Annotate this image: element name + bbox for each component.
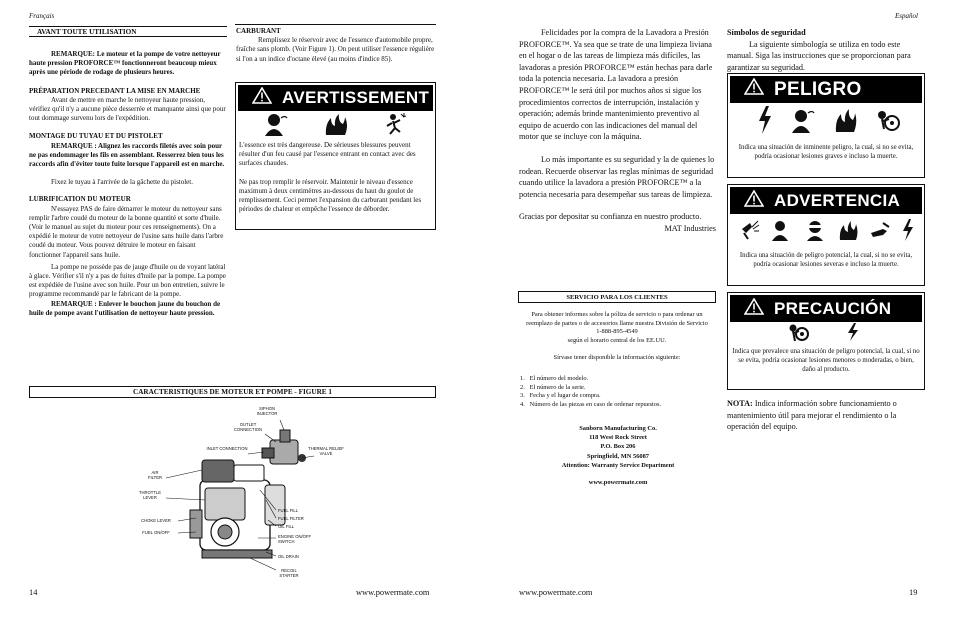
info-item: 2. El número de la serie. (520, 383, 586, 391)
avertissement-text (239, 141, 432, 214)
peligro-box (727, 73, 925, 178)
advertencia-label: ADVERTENCIA (774, 190, 901, 210)
montage-heading: MONTAGE DU TUYAU ET DU PISTOLET (29, 132, 163, 141)
electric-shock-icon (847, 322, 859, 347)
inhalation-hazard-icon (263, 112, 289, 141)
page-number-left: 14 (29, 588, 38, 597)
lubrification-text-1: N'essayez PAS de faire démarrer le moteur du nettoyeur sans remplir l'arbre coudé du moteur de la bonne quantité et sorte d'huile. (Voir le manuel au sujet du moteur pour ces renseignements). On a expédié le moteur de votre nettoyeur de l'usine sans huile dans l'arbre coudé du moteur. Vous pouvez détruire le moteur en faisant fonctionner l'appareil sans huile. (29, 204, 224, 259)
signature: MAT Industries (664, 223, 716, 233)
info-item: 1. El número del modelo. (520, 375, 589, 382)
avertissement-banner (238, 85, 433, 111)
peligro-icons (748, 105, 908, 139)
servicio-heading: SERVICIO PARA LOS CLIENTES (518, 291, 716, 303)
warning-triangle-icon (252, 87, 272, 109)
fire-hazard-icon (833, 107, 857, 138)
warning-triangle-icon (744, 190, 764, 212)
label-fuel-onoff: FUEL ON/OFF (142, 530, 170, 535)
label-inlet-connection: INLET CONNECTION (206, 446, 248, 451)
inhalation-hazard-icon (771, 219, 793, 246)
intro-paragraph-3: Gracias por depositar su confianza en nuestro producto. (519, 212, 702, 222)
servicio-hours: según el horario central de los EE.UU. (567, 336, 667, 344)
precaucion-banner (730, 295, 922, 322)
page-language-left: Français (29, 12, 55, 20)
label-thermal-relief-valve: THERMAL RELIEF VALVE (308, 446, 344, 456)
servicio-phone[interactable]: 1-888-895-4549 (596, 328, 638, 336)
fixez-text: Fixez le tuyau à l'arrivée de la gâchette du pistolet. (51, 178, 193, 187)
inhalation-hazard-icon (790, 107, 816, 138)
advertencia-icons (734, 217, 920, 247)
prep-heading: PRÉPARATION PRECEDANT LA MISE EN MARCHE (29, 86, 201, 95)
simbolos-heading: Símbolos de seguridad (727, 28, 806, 37)
hand-injury-icon (869, 219, 891, 246)
page-language-right: Español (895, 12, 918, 20)
address-line: Springfield, MN 56087 (587, 452, 649, 460)
electric-shock-icon (902, 218, 914, 247)
remarque-bouchon: REMARQUE : Enlever le bouchon jaune du bouchon de huile de pompe avant l'utilisation de nettoyeur haute pression. (29, 299, 221, 317)
servicio-url[interactable]: www.powermate.com (588, 479, 648, 487)
precaucion-icons (768, 323, 878, 345)
label-choke-lever: CHOKE LEVER (141, 518, 171, 523)
prep-text: Avant de mettre en marche le nettoyeur haute pression, vérifiez qu'il n'y a aucune pièce desserrée et manquante ainsi que pour tout dommage survenu lors de l'expédition. (29, 95, 226, 123)
footer-url-right[interactable]: www.powermate.com (519, 588, 593, 597)
intro-text (519, 27, 716, 235)
label-throttle-lever: THROTTLE LEVER (138, 490, 162, 500)
engine-pump-figure (130, 400, 344, 585)
info-item: 4. Número de las piezas en caso de ordenar repuestos. (520, 400, 662, 408)
page-number-right: 19 (909, 588, 918, 597)
peligro-label: PELIGRO (774, 78, 862, 100)
avertissement-box (235, 82, 436, 230)
info-intro: Sírvase tener disponible la información siguiente: (553, 354, 681, 362)
address-block (520, 424, 716, 487)
peligro-banner (730, 76, 922, 103)
section-heading-avant: AVANT TOUTE UTILISATION (29, 26, 227, 37)
label-engine-switch: ENGINE ON/OFF SWITCH (278, 534, 312, 544)
nota-text: Indica información sobre funcionamiento o mantenimiento útil para mejorar el rendimiento o la operación del equipo. (727, 399, 897, 432)
address-line: Sanborn Manufacturing Co. (579, 425, 657, 432)
advertencia-banner (730, 187, 922, 214)
carburant-text: Remplissez le réservoir avec de l'essence d'automobile propre, fraîche sans plomb. (Voir Figure 1). On peut utiliser l'essence régulière si l'on a un indice d'octane élevé (au moins d'indice 85). (236, 36, 435, 63)
remarque-note: REMARQUE: Le moteur et la pompe de votre nettoyeur haute pression PROFORCE™ fonctionneront beaucoup mieux après une période de rodage de plusieurs heures. (29, 50, 221, 77)
label-oil-drain: OIL DRAIN (278, 554, 299, 559)
figure-title: CARACTERISTIQUES DE MOTEUR ET POMPE - FIGURE 1 (29, 386, 436, 398)
left-column-text (29, 50, 228, 318)
explosion-hazard-icon (383, 112, 409, 141)
carburant-heading: CARBURANT (236, 27, 281, 35)
peligro-text: Indica una situación de inminente peligro, la cual, si no se evita, podría ocasionar lesiones graves e incluso la muerte. (738, 144, 914, 160)
carburant-section (236, 27, 435, 64)
simbolos-text: La siguiente simbología se utiliza en todo este manual. Siga las instrucciones que se proporcionan para garantizar su seguridad. (727, 39, 911, 72)
address-line: 118 West Rock Street (589, 434, 647, 442)
info-list (520, 375, 716, 409)
avertissement-text-1: L'essence est très dangereuse. De sérieuses blessures peuvent résulter d'un feu causé par l'essence entrant en contact avec des surfaces chaudes. (239, 141, 416, 168)
carburant-rule (235, 24, 436, 25)
servicio-section (520, 311, 714, 363)
montage-text: REMARQUE : Alignez les raccords filetés avec soin pour ne pas endommager les fils en assemblant. Resserrez bien tous les raccords afin d'éviter toute fuite lorsque l'appareil est en marche. (29, 141, 225, 169)
avertissement-icons (246, 113, 426, 139)
label-fuel-filter: FUEL FILTER (278, 516, 304, 521)
address-line: P.O. Box 206 (600, 443, 636, 451)
lubrification-heading: LUBRIFICATION DU MOTEUR (29, 195, 131, 204)
entanglement-hazard-icon (787, 322, 809, 347)
spray-injection-icon (740, 219, 760, 246)
label-oil-fill: OIL FILL (278, 524, 295, 529)
advertencia-text: Indica una situación de peligro potencial, la cual, si no se evita, podría ocasionar lesiones severas e incluso la muerte. (739, 252, 913, 268)
intro-paragraph-1: Felicidades por la compra de la Lavadora a Presión PROFORCE™. Ya sea que se trate de una limpieza liviana en el hogar o de las tareas de limpieza más difíciles, las lavadoras a presión PROFORCE™ están hechas para darle toda la potencia necesaria. La lavadora a presión PROFORCE™ le será útil por muchos años si sigue los procedimientos correctos de interrupción, instalación y operación; además brinde mantenimiento preventivo al equipo de acuerdo con las indicaciones del manual del motor que se incluye con la máquina. (519, 28, 713, 142)
lubrification-text-2: La pompe ne possède pas de jauge d'huile ou de voyant latéral à glace. Vérifier s'il n'y a pas de fuites d'huile par la pompe. La pompe est expédiée de l'usine avec son huile. Pour un bon entretien, suivre le programme recommandé par le fabricant de la pompe. (29, 262, 226, 299)
address-line: Attention: Warranty Service Department (561, 461, 675, 469)
nota-section (727, 398, 925, 433)
warning-triangle-icon (744, 298, 764, 320)
entanglement-hazard-icon (874, 107, 900, 138)
label-fuel-fill: FUEL FILL (278, 508, 299, 513)
precaucion-box (727, 292, 925, 390)
electric-shock-icon (757, 105, 773, 140)
precaucion-label: PRECAUCIÓN (774, 298, 892, 318)
precaucion-text: Indica que prevalece una situación de peligro potencial, la cual, si no se evita, podría ocasionar lesiones menores o moderadas, o bien, daño al producto. (732, 348, 920, 373)
fire-hazard-icon (323, 112, 349, 141)
warning-triangle-icon (744, 78, 764, 101)
advertencia-box (727, 184, 925, 286)
eye-protection-icon (804, 219, 826, 246)
label-siphon-injector: SIPHON INJECTOR (256, 406, 278, 416)
label-recoil-starter: RECOIL STARTER (279, 568, 299, 578)
nota-label: NOTA: (727, 399, 753, 408)
simbolos-section (727, 27, 925, 73)
info-item: 3. Fecha y el lugar de compra. (520, 392, 601, 400)
avertissement-label: AVERTISSEMENT (282, 88, 430, 107)
label-air-filter: AIR FILTER (147, 470, 163, 480)
intro-paragraph-2: Lo más importante es su seguridad y la de quienes lo rodean. Recuerde observar las reglas mínimas de seguridad cuando utilice la lavadora a presión PROFORCE™ a la potencia necesaria para desempeñar sus tareas de limpieza. (519, 154, 715, 199)
fire-hazard-icon (838, 219, 858, 246)
footer-url-left[interactable]: www.powermate.com (356, 588, 430, 597)
label-outlet-connection: OUTLET CONNECTION (233, 422, 263, 432)
servicio-text: Para obtener informes sobre la póliza de servicio o para ordenar un reemplazo de partes o de accesorios llame nuestra División de Servicio (526, 311, 708, 327)
avertissement-text-2: Ne pas trop remplir le réservoir. Maintenir le niveau d'essence maximum à deux centimètres au-dessous du haut du goulot de remplissement. Ceci permet l'expansion du carburant pendant les périodes de chaleur et empêche l'essence de déborder. (239, 177, 422, 214)
